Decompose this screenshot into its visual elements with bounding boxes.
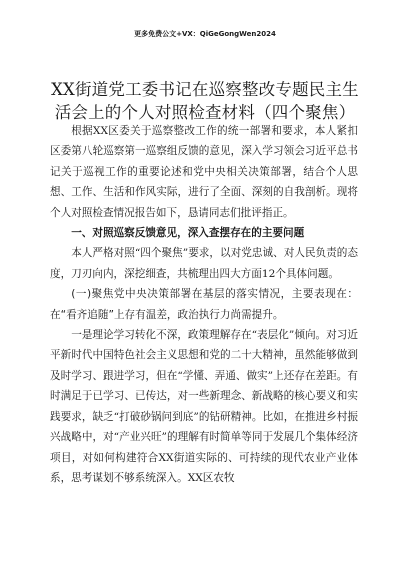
header-note: 更多免费公文+VX：QiGeGongWen2024 [134, 30, 276, 38]
document-body [50, 121, 358, 488]
body-paragraph: 一是理论学习转化不深，政策理解存在“表层化”倾向。对习近平新时代中国特色社会主义思想和党的二十大精神，虽然能够做到及时学习、跟进学习，但在“学懂、弄通、做实”上还存在差距。有时满足于已学习、已传达，对一些新理念、新战略的核心要义和实践要求，缺乏“打破砂锅问到底”的钻研精神。比如，在推进乡村振兴战略中，对“产业兴旺”的理解有时简单等同于发展几个集体经济项目，对如何构建符合XX街道实际的、可持续的现代农业产业体系，思考谋划不够系统深入。XX区农牧 [50, 329, 358, 484]
subsection-paragraph: (一)聚焦党中央决策部署在基层的落实情况，主要表现在：在“看齐追随”上存有温差，政治执行力尚需提升。 [50, 288, 358, 321]
intro-paragraph: 根据XX区委关于巡察整改工作的统一部署和要求，本人紧扣区委第八轮巡察第一巡察组反馈的意见，深入学习领会习近平总书记关于巡视工作的重要论述和党中央相关决策部署，结合个人思想、工作、生活和作风实际，进行了全面、深刻的自我剖析。现将个人对照检查情况报告如下，恳请同志们批评指正。 [50, 125, 358, 219]
section-heading: 一、对照巡察反馈意见，深入查摆存在的主要问题 [71, 227, 305, 240]
body-paragraph: 本人严格对照“四个聚焦”要求，以对党忠诚、对人民负责的态度，刀刃向内，深挖细查，共梳理出四大方面12个具体问题。 [50, 247, 358, 280]
document-title: XX街道党工委书记在巡察整改专题民主生活会上的个人对照检查材料（四个聚焦） [51, 80, 359, 122]
